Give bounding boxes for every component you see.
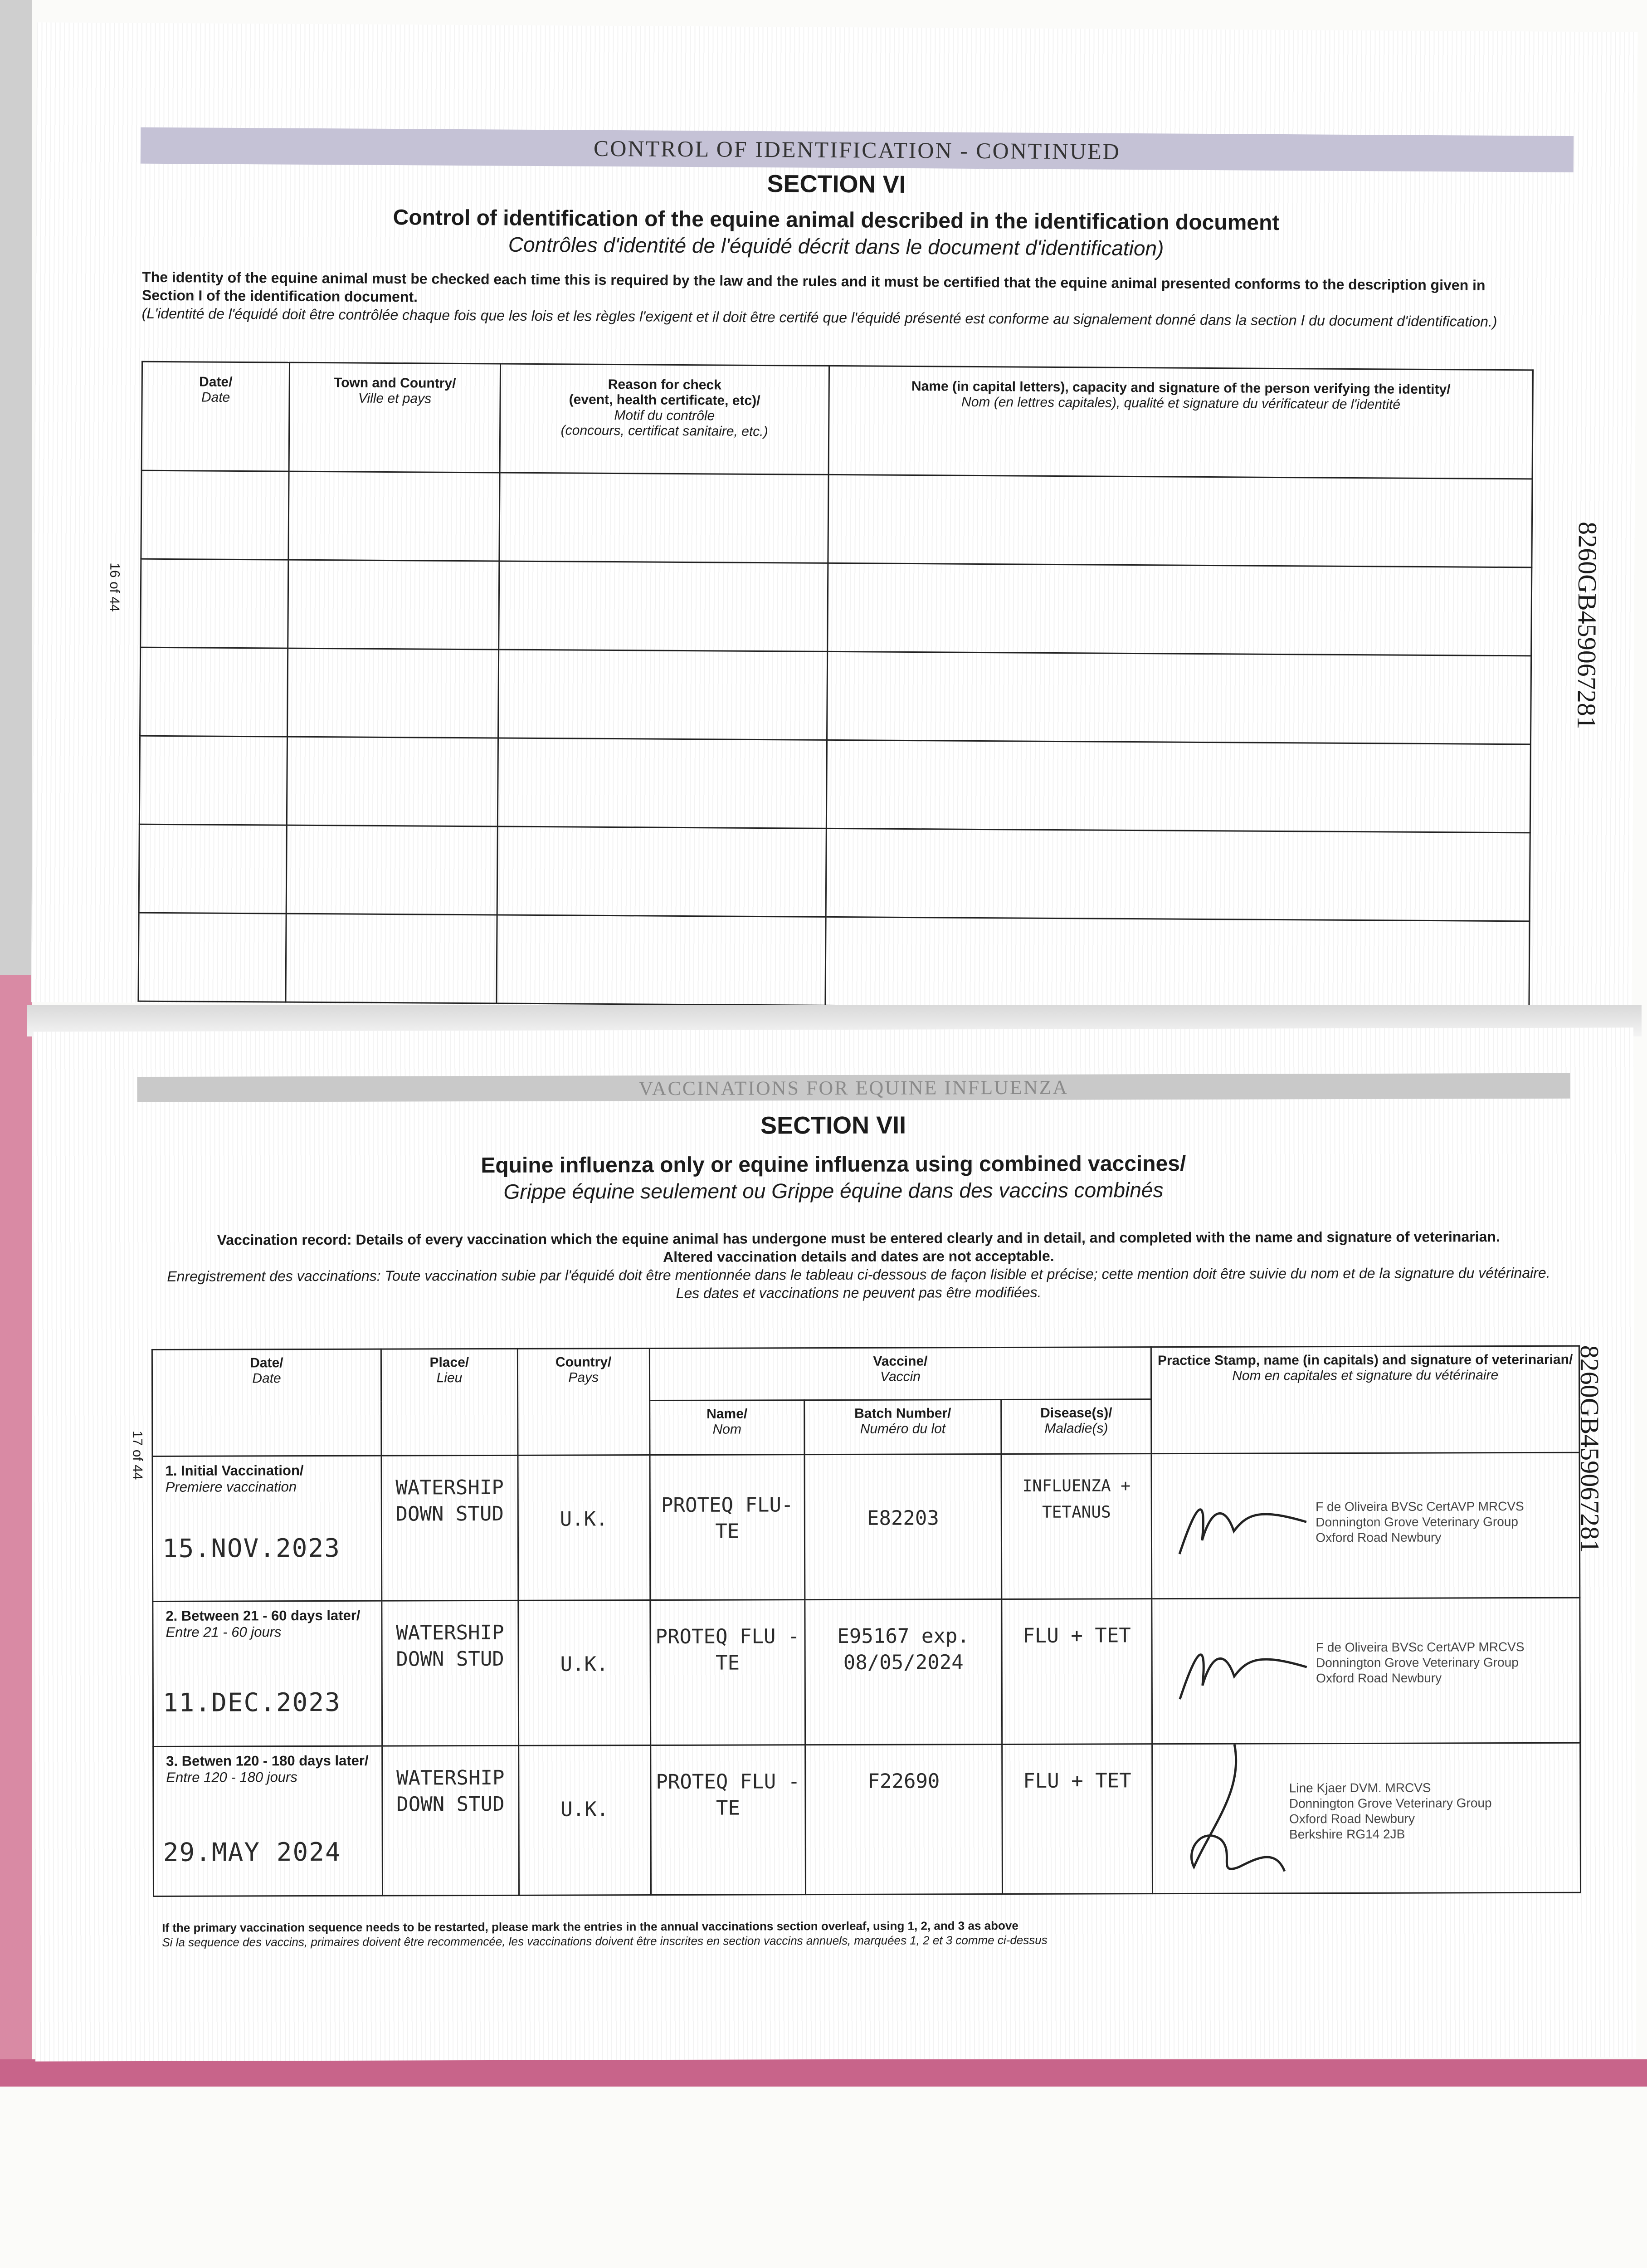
disease-cell: FLU + TET [1002, 1744, 1152, 1894]
instructions-french: Enregistrement des vaccinations: Toute vaccination subie par l'équidé doit être mentionnée dans le tableau ci-dessous de façon lisible et précise; cette mention doit être suivie du nom et de la signature du vétérinaire. Les dates et vaccinations ne peuvent pas être modifiées. [167, 1264, 1550, 1301]
instructions-english: Vaccination record: Details of every vaccination which the equine animal has undergone must be entered clearly and in detail, and completed with the name and signature of veterinarian. [217, 1228, 1500, 1248]
stamp-cell [1151, 1452, 1579, 1598]
instructions-english-2: Altered vaccination details and dates are not acceptable. [663, 1247, 1054, 1265]
stamp-cell [1152, 1598, 1580, 1744]
book-cover-left [0, 975, 32, 2082]
table-row [139, 736, 1530, 833]
handwritten-date: 29.MAY 2024 [163, 1837, 341, 1867]
table-row [152, 1452, 1580, 1601]
vaccine-name-cell: PROTEQ FLU-TE [650, 1455, 805, 1600]
header-row-1 [152, 1346, 1579, 1402]
page-number: 16 of 44 [107, 562, 122, 612]
handwritten-date: 11.DEC.2023 [162, 1687, 341, 1718]
disease-cell: INFLUENZA + TETANUS [1001, 1454, 1152, 1599]
country-cell: U.K. [518, 1455, 650, 1601]
vet-stamp: Line Kjaer DVM. MRCVS Donnington Grove Veterinary Group Oxford Road Newbury Berkshire RG14 2JB [1289, 1780, 1492, 1842]
passport-number: 8260GB459067281 [1574, 1345, 1605, 1553]
vaccination-table [151, 1345, 1581, 1897]
col-disease: Disease(s)/ Maladie(s) [1001, 1399, 1151, 1454]
country-cell: U.K. [519, 1745, 651, 1896]
place-cell: WATERSHIP DOWN STUD [382, 1745, 519, 1896]
instructions-french: (L'identité de l'équidé doit être contrôlée chaque fois que les lois et les règles l'exigent et il doit être certifé que l'équidé présenté est conforme au signalement donné dans la section I du document d'identification.) [141, 305, 1497, 330]
col-place: Place/ Lieu [381, 1349, 518, 1456]
col-vaccine-name: Name/ Nom [649, 1400, 804, 1455]
book-cover-bottom [0, 2059, 1647, 2087]
batch-cell: E95167 exp. 08/05/2024 [805, 1599, 1002, 1745]
section-title: SECTION VII [760, 1111, 906, 1139]
col-town: Town and Country/ Ville et pays [289, 362, 500, 473]
footnote [162, 1917, 1568, 1950]
vaccine-name-cell: PROTEQ FLU - TE [650, 1745, 806, 1895]
passport-number: 8260GB459067281 [1572, 521, 1603, 729]
date-cell: 1. Initial Vaccination/ Premiere vaccination 15.NOV.2023 [152, 1456, 382, 1601]
col-name: Name (in capital letters), capacity and signature of the person verifying the identity/ Nom (en lettres capitales), qualité et signature du vérificateur de l'identité [828, 366, 1533, 479]
batch-cell: E82203 [804, 1454, 1001, 1600]
place-cell: WATERSHIP DOWN STUD [381, 1455, 518, 1601]
instructions [142, 268, 1539, 331]
title-english: Control of identification of the equine animal described in the identification document [393, 205, 1280, 235]
title-english: Equine influenza only or equine influenza using combined vaccines/ [481, 1151, 1186, 1178]
table-row [141, 559, 1532, 656]
signature-icon [1171, 1626, 1316, 1717]
place-cell: WATERSHIP DOWN STUD [382, 1600, 519, 1746]
footnote-english: If the primary vaccination sequence needs to be restarted, please mark the entries in the annual vaccinations section overleaf, using 1, 2, and 3 as above [162, 1918, 1018, 1935]
handwritten-date: 15.NOV.2023 [162, 1533, 341, 1564]
table-row [153, 1598, 1580, 1746]
col-batch: Batch Number/ Numéro du lot [804, 1400, 1001, 1455]
col-date: Date/ Date [152, 1349, 381, 1456]
date-cell: 3. Betwen 120 - 180 days later/ Entre 120 - 180 jours 29.MAY 2024 [153, 1746, 383, 1896]
identification-table [137, 361, 1534, 1011]
page-number: 17 of 44 [130, 1430, 145, 1480]
book-edge-left [0, 0, 32, 975]
vet-stamp: F de Oliveira BVSc CertAVP MRCVS Donnington Grove Veterinary Group Oxford Road Newbury [1316, 1499, 1524, 1545]
footnote-french: Si la sequence des vaccins, primaires doivent être recommencée, les vaccinations doivent être inscrites en section vaccins annuels, marquées 1, 2 et 3 comme ci-dessus [162, 1933, 1048, 1949]
disease-cell: FLU + TET [1002, 1599, 1152, 1745]
batch-cell: F22690 [805, 1745, 1002, 1895]
col-stamp: Practice Stamp, name (in capitals) and signature of veterinarian/ Nom en capitales et signature du vétérinaire [1151, 1346, 1579, 1453]
col-date: Date/ Date [141, 362, 289, 471]
section-banner: CONTROL OF IDENTIFICATION - CONTINUED [141, 127, 1574, 172]
section-banner: VACCINATIONS FOR EQUINE INFLUENZA [137, 1073, 1570, 1102]
section-title: SECTION VI [767, 170, 906, 198]
table-header-row [141, 362, 1533, 479]
instructions-english: The identity of the equine animal must be checked each time this is required by the law and the rules and it must be certified that the equine animal presented conforms to the description given in Section I of the identification document. [141, 269, 1486, 305]
page-16 [31, 22, 1637, 1012]
table-row [140, 647, 1531, 744]
table-row [153, 1743, 1581, 1896]
col-country: Country/ Pays [517, 1349, 649, 1456]
country-cell: U.K. [518, 1600, 651, 1746]
date-cell: 2. Between 21 - 60 days later/ Entre 21 - 60 jours 11.DEC.2023 [153, 1601, 382, 1746]
title-french: Contrôles d'identité de l'équidé décrit dans le document d'identification) [508, 232, 1164, 260]
signature-icon [1170, 1481, 1316, 1572]
table-row [138, 913, 1530, 1010]
table-row [141, 470, 1532, 567]
stamp-cell [1152, 1743, 1581, 1893]
col-vaccine: Vaccine/ Vaccin [649, 1347, 1151, 1401]
vet-stamp: F de Oliveira BVSc CertAVP MRCVS Donnington Grove Veterinary Group Oxford Road Newbury [1316, 1640, 1525, 1686]
col-reason: Reason for check (event, health certificate, etc)/ Motif du contrôle (concours, certificat sanitaire, etc.) [500, 364, 829, 474]
instructions [156, 1227, 1561, 1304]
table-row [139, 824, 1530, 921]
vaccine-name-cell: PROTEQ FLU - TE [650, 1600, 805, 1745]
title-french: Grippe équine seulement ou Grippe équine dans des vaccins combinés [503, 1178, 1164, 1203]
signature-icon [1166, 1735, 1303, 1890]
page-17 [33, 1027, 1636, 2061]
